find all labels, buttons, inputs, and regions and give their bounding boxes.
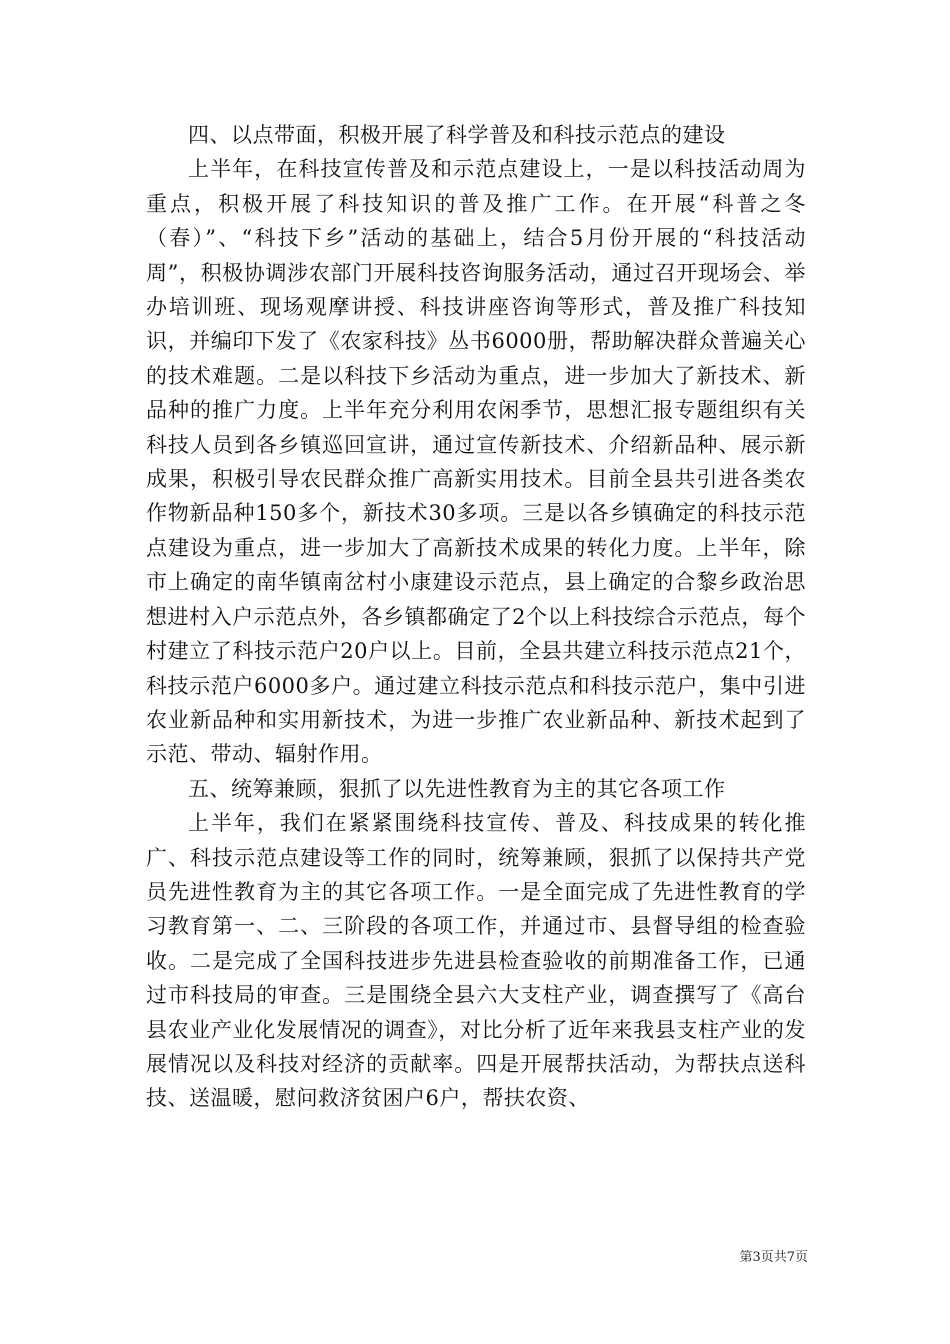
section-heading-4: 四、以点带面，积极开展了科学普及和科技示范点的建设 bbox=[188, 123, 726, 147]
section-heading-5: 五、统筹兼顾，狠抓了以先进性教育为主的其它各项工作 bbox=[188, 776, 726, 801]
document-body bbox=[146, 118, 806, 1116]
page-number: 第3页共7页 bbox=[739, 1250, 808, 1265]
body-paragraph-2: 上半年，我们在紧紧围绕科技宣传、普及、科技成果的转化推广、科技示范点建设等工作的同时，统筹兼顾，狠抓了以保持共产党员先进性教育为主的其它各项工作。一是全面完成了先进性教育的学习教育第一、二、三阶段的各项工作，并通过市、县督导组的检查验收。二是完成了全国科技进步先进县检查验收的前期准备工作，已通过市科技局的审查。三是围绕全县六大支柱产业，调查撰写了《高台县农业产业化发展情况的调查》，对比分析了近年来我县支柱产业的发展情况以及科技对经济的贡献率。四是开展帮扶活动，为帮扶点送科技、送温暖，慰问救济贫困户6户，帮扶农资、 bbox=[146, 811, 806, 1111]
body-paragraph-1: 上半年，在科技宣传普及和示范点建设上，一是以科技活动周为重点，积极开展了科技知识的普及推广工作。在开展“科普之冬（春）”、“科技下乡”活动的基础上，结合5月份开展的“科技活动周”，积极协调涉农部门开展科技咨询服务活动，通过召开现场会、举办培训班、现场观摩讲授、科技讲座咨询等形式，普及推广科技知识，并编印下发了《农家科技》丛书6000册，帮助解决群众普遍关心的技术难题。二是以科技下乡活动为重点，进一步加大了新技术、新品种的推广力度。上半年充分利用农闲季节，思想汇报专题组织有关科技人员到各乡镇巡回宣讲，通过宣传新技术、介绍新品种、展示新成果，积极引导农民群众推广高新实用技术。目前全县共引进各类农作物新品种150多个，新技术30多项。三是以各乡镇确定的科技示范点建设为重点，进一步加大了高新技术成果的转化力度。上半年，除市上确定的南华镇南岔村小康建设示范点，县上确定的合黎乡政治思想进村入户示范点外，各乡镇都确定了2个以上科技综合示范点，每个村建立了科技示范户20户以上。目前，全县共建立科技示范点21个，科技示范户6000多户。通过建立科技示范点和科技示范户，集中引进农业新品种和实用新技术，为进一步推广农业新品种、新技术起到了示范、带动、辐射作用。 bbox=[146, 157, 806, 767]
